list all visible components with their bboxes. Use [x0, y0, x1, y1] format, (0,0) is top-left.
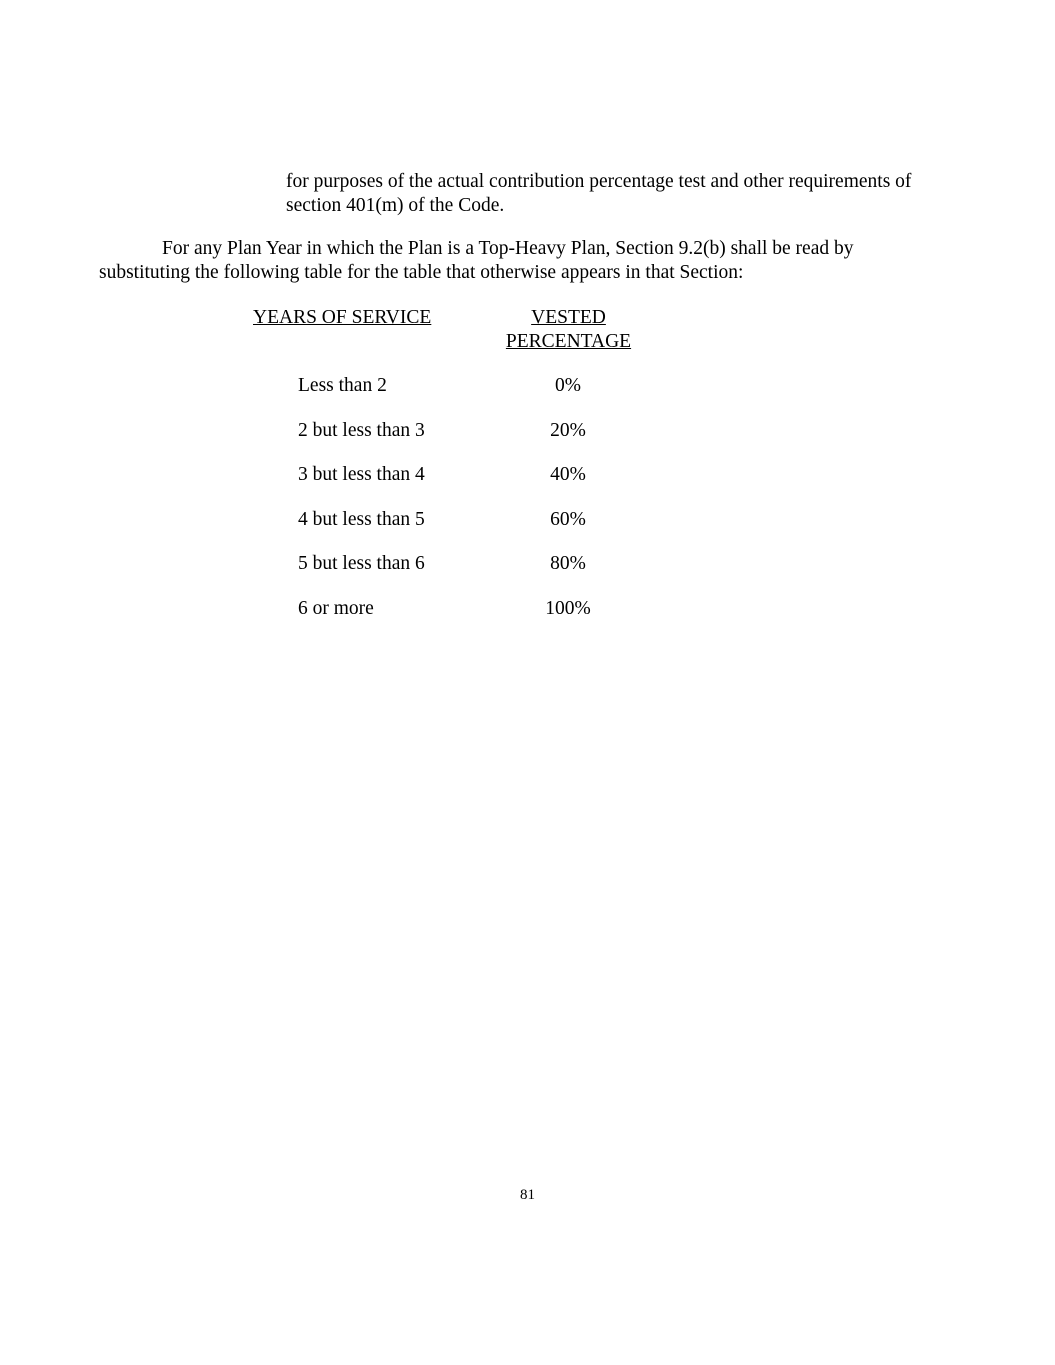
vested-percentage-cell: 60%	[550, 508, 586, 530]
top-heavy-paragraph	[99, 237, 999, 285]
table-header-vested-line-1: VESTED	[531, 307, 606, 328]
years-of-service-cell: 2 but less than 3	[298, 419, 425, 441]
table-header-years-of-service: YEARS OF SERVICE	[253, 307, 432, 328]
table-row	[0, 419, 1055, 464]
years-of-service-cell: 4 but less than 5	[298, 508, 425, 530]
top-heavy-paragraph-line-1: For any Plan Year in which the Plan is a Top-Heavy Plan, Section 9.2(b) shall be read by	[162, 238, 854, 259]
years-of-service-cell: 3 but less than 4	[298, 464, 425, 485]
page-number: 81	[520, 1187, 535, 1203]
table-row	[0, 597, 1055, 642]
table-header-vested-percentage	[486, 306, 651, 354]
vested-percentage-cell: 40%	[550, 464, 586, 485]
table-row	[0, 374, 1055, 419]
table-row	[0, 552, 1055, 597]
years-of-service-cell: 5 but less than 6	[298, 553, 425, 574]
continued-clause-line-2: section 401(m) of the Code.	[286, 195, 505, 216]
years-of-service-cell: 6 or more	[298, 597, 374, 619]
vested-percentage-cell: 0%	[555, 375, 581, 396]
continued-clause	[286, 170, 986, 218]
top-heavy-paragraph-line-2: substituting the following table for the table that otherwise appears in that Section:	[99, 262, 744, 283]
table-row	[0, 508, 1055, 553]
vested-percentage-cell: 100%	[545, 597, 591, 619]
table-header-vested-line-2: PERCENTAGE	[505, 331, 632, 352]
vested-percentage-cell: 20%	[550, 419, 586, 441]
years-of-service-cell: Less than 2	[298, 375, 387, 396]
vesting-table-body	[0, 374, 1055, 641]
table-row	[0, 463, 1055, 508]
vested-percentage-cell: 80%	[550, 553, 586, 574]
continued-clause-line-1: for purposes of the actual contribution percentage test and other requirements of	[286, 171, 912, 192]
